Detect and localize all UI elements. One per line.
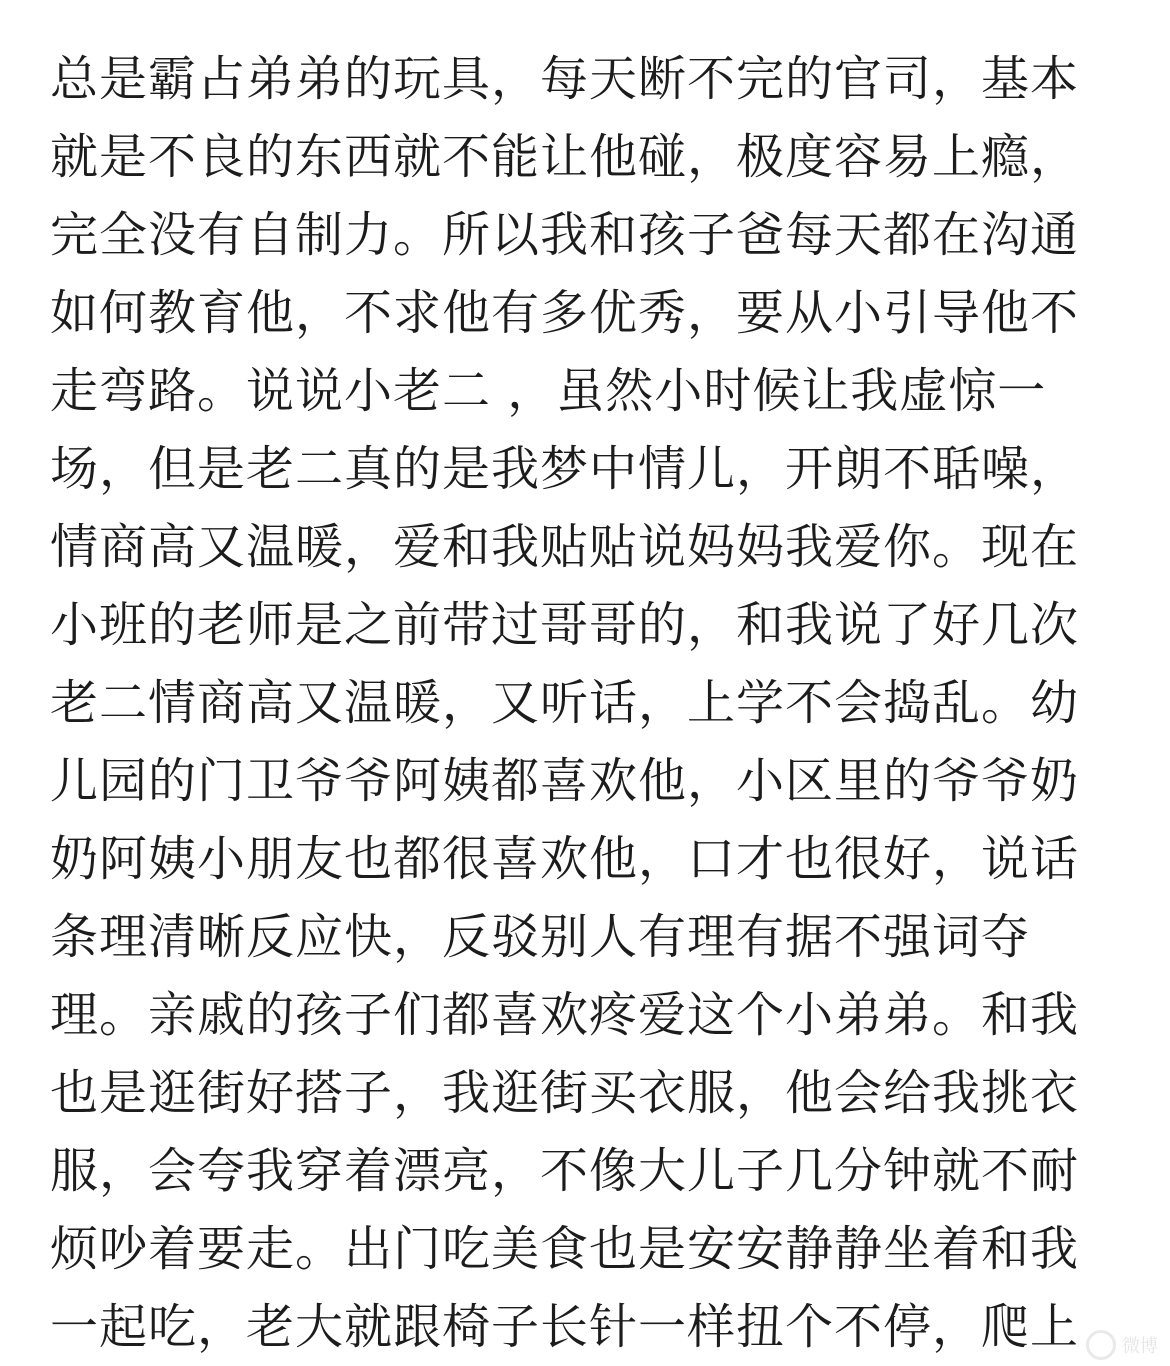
text-line: 一起吃，老大就跟椅子长针一样扭个不停，爬上 — [50, 1299, 1080, 1355]
text-line: 服，会夸我穿着漂亮，不像大儿子几分钟就不耐 — [50, 1143, 1080, 1199]
text-line: 总是霸占弟弟的玩具，每天断不完的官司，基本 — [50, 51, 1080, 107]
text-line: 情商高又温暖，爱和我贴贴说妈妈我爱你。现在 — [50, 519, 1080, 575]
text-line: 也是逛街好搭子，我逛街买衣服，他会给我挑衣 — [50, 1065, 1080, 1121]
text-line: 奶阿姨小朋友也都很喜欢他，口才也很好，说话 — [50, 831, 1080, 887]
watermark — [1086, 1330, 1158, 1360]
text-line: 走弯路。说说小老二 ，虽然小时候让我虚惊一 — [50, 363, 1047, 419]
text-line: 完全没有自制力。所以我和孩子爸每天都在沟通 — [50, 207, 1080, 263]
text-line: 如何教育他，不求他有多优秀，要从小引导他不 — [50, 285, 1080, 341]
weibo-logo-icon — [1086, 1330, 1116, 1360]
text-line: 烦吵着要走。出门吃美食也是安安静静坐着和我 — [50, 1221, 1080, 1277]
text-line: 条理清晰反应快，反驳别人有理有据不强词夺 — [50, 909, 1031, 965]
text-line: 小班的老师是之前带过哥哥的，和我说了好几次 — [50, 597, 1080, 653]
text-line: 就是不良的东西就不能让他碰，极度容易上瘾， — [50, 129, 1080, 185]
text-line: 场，但是老二真的是我梦中情儿，开朗不聒噪， — [50, 441, 1080, 497]
text-line: 理。亲戚的孩子们都喜欢疼爱这个小弟弟。和我 — [50, 987, 1080, 1043]
watermark-text: 微博 — [1122, 1336, 1158, 1357]
article-text — [50, 40, 1130, 1366]
text-line: 老二情商高又温暖，又听话，上学不会捣乱。幼 — [50, 675, 1080, 731]
text-line: 儿园的门卫爷爷阿姨都喜欢他，小区里的爷爷奶 — [50, 753, 1080, 809]
